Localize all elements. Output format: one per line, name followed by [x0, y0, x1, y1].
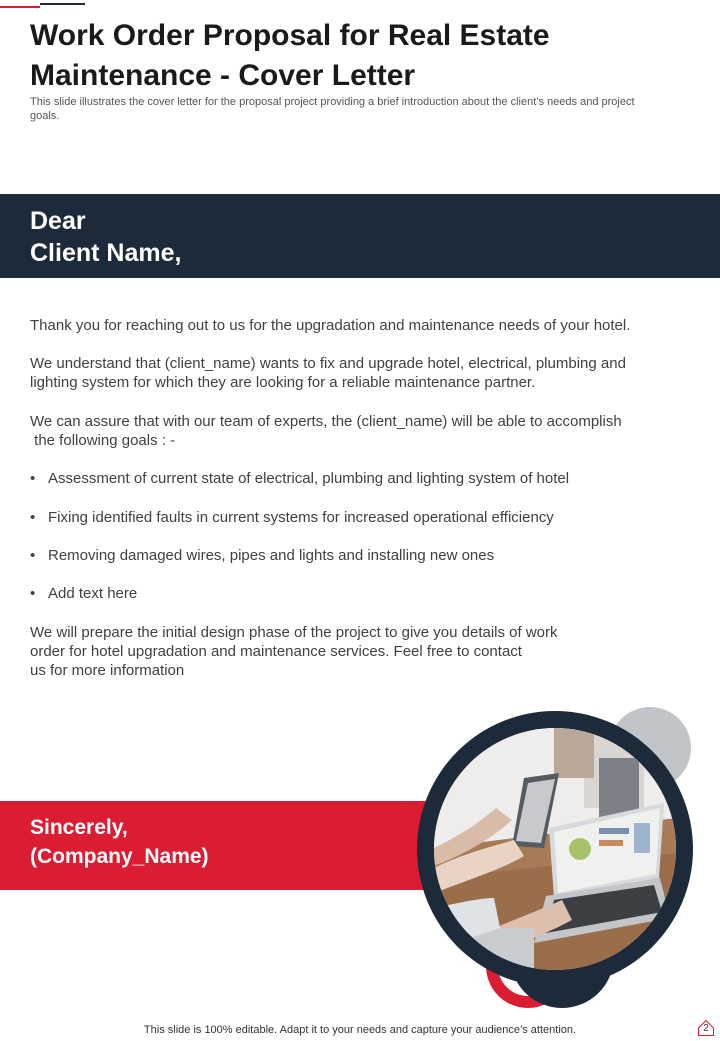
salutation-line: Client Name, [30, 239, 182, 267]
top-accent-dark [40, 3, 85, 5]
goal-text: Fixing identified faults in current systems for increased operational efficiency [48, 509, 554, 526]
signoff-banner [0, 801, 430, 890]
goal-text: Assessment of current state of electrical, plumbing and lighting system of hotel [48, 470, 570, 487]
text-line: We understand that (client_name) wants to fix and upgrade hotel, electrical, plumbing and [30, 355, 626, 372]
goal-list-item [30, 508, 554, 527]
page-number-badge [698, 1020, 714, 1036]
signoff-line: (Company_Name) [30, 845, 209, 868]
page-number: 2 [703, 1023, 709, 1034]
signoff [30, 813, 209, 871]
page-title [30, 16, 670, 96]
bullet-icon: • [30, 585, 36, 602]
title-line: Work Order Proposal for Real Estate [30, 19, 550, 52]
salutation-banner [0, 194, 720, 278]
title-line: Maintenance - Cover Letter [30, 59, 416, 92]
top-accent-red [0, 6, 40, 8]
text-line: lighting system for which they are looking for a reliable maintenance partner. [30, 374, 536, 391]
page-subtitle: This slide illustrates the cover letter for the proposal project providing a brief introduction about the client’s needs and project goals. [30, 96, 635, 122]
paragraph-closing [30, 623, 558, 680]
bullet-icon: • [30, 547, 36, 564]
salutation-line: Dear [30, 207, 86, 235]
goal-list-item [30, 546, 494, 565]
bullet-icon: • [30, 470, 36, 487]
paragraph-assurance [30, 412, 622, 450]
bullet-icon: • [30, 509, 36, 526]
salutation [30, 205, 181, 269]
office-meeting-image [434, 728, 676, 970]
footer-note: This slide is 100% editable. Adapt it to your needs and capture your audience’s attention. [143, 1024, 577, 1036]
text-line: the following goals : - [30, 432, 176, 449]
goal-text: Removing damaged wires, pipes and lights and installing new ones [48, 547, 495, 564]
goal-list-item [30, 469, 569, 488]
text-line: us for more information [30, 662, 185, 679]
paragraph-intro [30, 316, 630, 335]
text-line: Thank you for reaching out to us for the upgradation and maintenance needs of your hotel. [30, 317, 631, 334]
goal-text: Add text here [48, 585, 138, 602]
laptop-meeting-illustration [434, 728, 676, 970]
text-line: We will prepare the initial design phase of the project to give you details of work [30, 624, 558, 641]
signoff-line: Sincerely, [30, 816, 128, 839]
text-line: order for hotel upgradation and maintenance services. Feel free to contact [30, 643, 522, 660]
text-line: We can assure that with our team of experts, the (client_name) will be able to accomplish [30, 413, 622, 430]
goal-list-item [30, 584, 137, 603]
paragraph-understanding [30, 354, 626, 392]
